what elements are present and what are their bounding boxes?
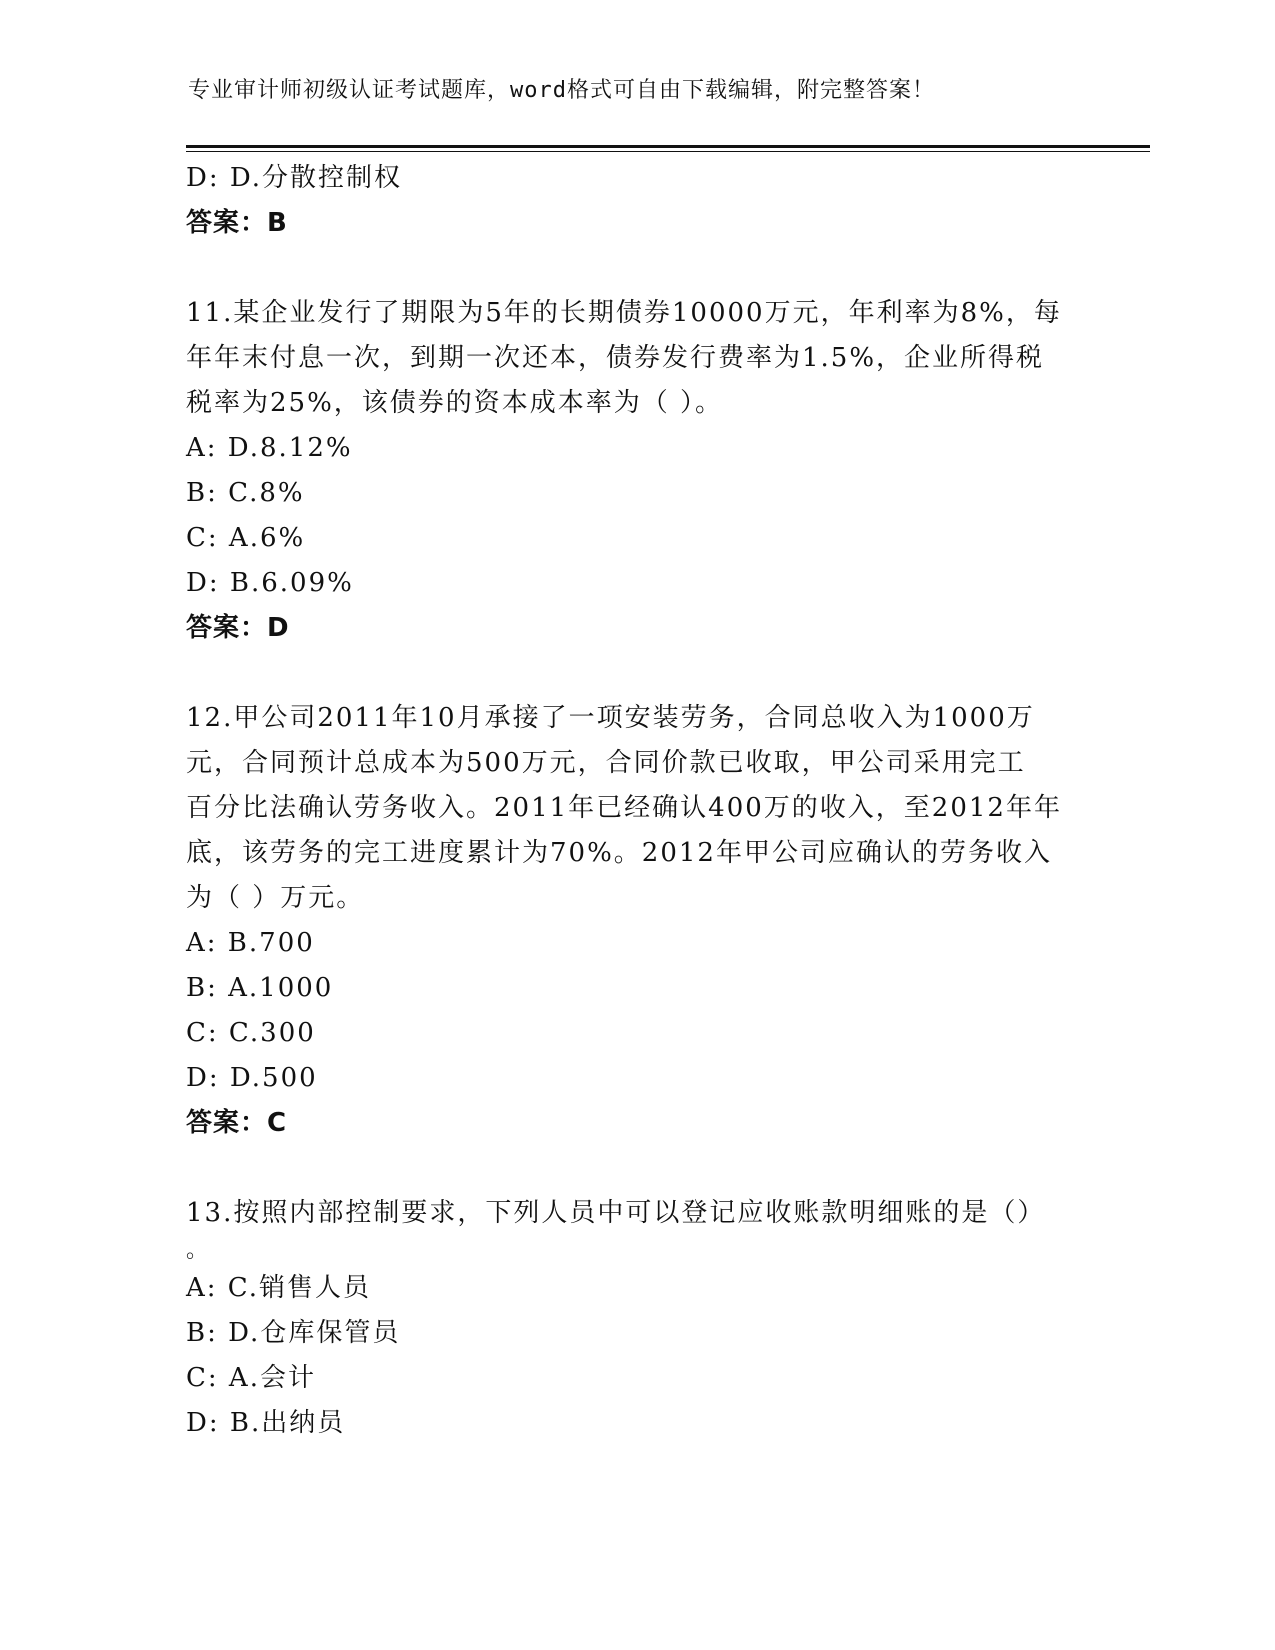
header-rule-thin [186,151,1150,152]
q12-stem-line: 元，合同预计总成本为500万元，合同价款已收取，甲公司采用完工 [186,748,1026,778]
q11-stem-line: 11.某企业发行了期限为5年的长期债券10000万元，年利率为8%，每 [186,298,1062,328]
q12-stem-line: 12.甲公司2011年10月承接了一项安装劳务，合同总收入为1000万 [186,703,1035,733]
page-header: 专业审计师初级认证考试题库，word格式可自由下载编辑，附完整答案！ [188,78,935,103]
q12-option-a: A: B.700 [186,928,315,958]
spacer [186,246,1106,291]
q11-option-c: C: A.6% [186,523,306,553]
q10-option-d: D: D.分散控制权 [186,163,403,193]
q11-option-b: B: C.8% [186,478,305,508]
q12-answer: 答案：C [186,1108,288,1138]
q11-stem-line: 税率为25%，该债券的资本成本率为（ ）。 [186,388,724,418]
header-rule-thick [186,145,1150,148]
q11-option-d: D: B.6.09% [186,568,354,598]
q11-answer: 答案：D [186,613,290,643]
q13-option-a: A: C.销售人员 [186,1273,372,1303]
q11-option-a: A: D.8.12% [186,433,353,463]
q12-option-c: C: C.300 [186,1018,316,1048]
spacer [186,1146,1106,1191]
q13-stem-tail: 。 [186,1238,211,1263]
q13-stem-line: 13.按照内部控制要求，下列人员中可以登记应收账款明细账的是（） [186,1198,1046,1228]
q13-option-c: C: A.会计 [186,1363,316,1393]
question-content [186,156,1106,1446]
q11-stem-line: 年年末付息一次，到期一次还本，债券发行费率为1.5%，企业所得税 [186,343,1045,373]
question-13 [186,1191,1106,1446]
spacer [186,651,1106,696]
q12-option-b: B: A.1000 [186,973,334,1003]
q12-stem-line: 为（ ）万元。 [186,883,365,913]
question-12 [186,696,1106,1146]
q13-option-b: B: D.仓库保管员 [186,1318,401,1348]
q13-option-d: D: B.出纳员 [186,1408,346,1438]
question-11 [186,291,1106,651]
q10-answer: 答案：B [186,208,288,238]
q12-stem-line: 百分比法确认劳务收入。2011年已经确认400万的收入，至2012年年 [186,793,1062,823]
q12-option-d: D: D.500 [186,1063,318,1093]
q12-stem-line: 底，该劳务的完工进度累计为70%。2012年甲公司应确认的劳务收入 [186,838,1052,868]
